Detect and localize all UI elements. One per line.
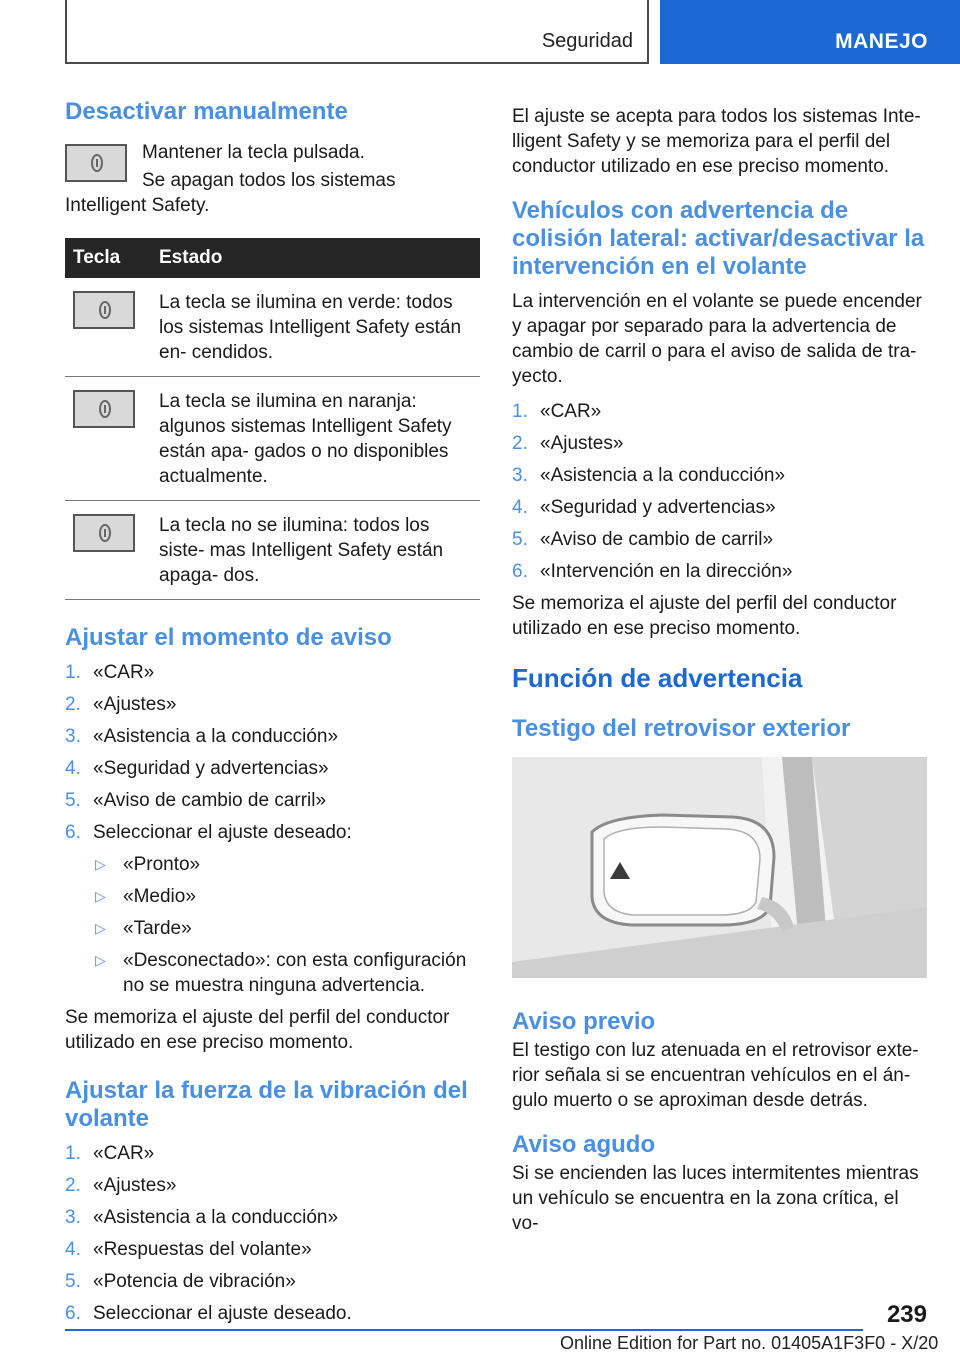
right-column [512,104,927,1236]
list-item: 6. «Intervención en la dirección» [512,561,793,582]
sub-options [93,852,480,998]
list-item: 2. «Ajustes» [512,433,624,454]
intelligent-safety-button-icon [73,390,135,428]
pre-warning-text: El testigo con luz atenuada en el retrovisor exte- rior señala si se encuentran vehículos en el án- gulo muerto o se aproximan desde detrás. [512,1040,919,1111]
status-table [65,238,480,600]
list-item: 3. «Asistencia a la conducción» [65,1207,339,1228]
intervention-desc: La intervención en el volante se puede encender y apagar por separado para la advertencia de cambio de carril o para el aviso de salida de tra- yecto. [512,291,922,387]
chapter-title: MANEJO [835,30,928,53]
acute-warning-text: Si se encienden las luces intermitentes mientras un vehículo se encuentra en la zona crítica, el vo- [512,1163,919,1234]
table-row [65,377,480,501]
list-item: 2. «Ajustes» [65,1175,177,1196]
heading-deactivate: Desactivar manualmente [65,98,348,125]
table-header-state: Estado [151,238,480,278]
header-chapter-tab [660,0,960,64]
sub-item: ▷ «Medio» [95,886,196,907]
deactivate-block [65,140,480,218]
list-item: 1. «CAR» [65,1143,155,1164]
triangle-bullet-icon: ▷ [95,920,106,936]
list-item: 5. «Aviso de cambio de carril» [65,790,327,811]
deactivate-p2: Se apagan todos los sistemas Intelligent Safety. [65,170,396,216]
table-row [65,278,480,377]
list-item: 3. «Asistencia a la conducción» [65,726,339,747]
left-column [65,98,480,1333]
list-item: 4. «Seguridad y advertencias» [65,758,329,779]
intelligent-safety-button-icon [73,291,135,329]
table-header-key: Tecla [65,238,151,278]
intelligent-safety-button-icon [73,514,135,552]
heading-vibration: Ajustar la fuerza de la vibración del volante [65,1077,468,1132]
list-item: 6. Seleccionar el ajuste deseado. [65,1303,352,1324]
sub-item: ▷ «Pronto» [95,854,201,875]
list-item: 4. «Seguridad y advertencias» [512,497,776,518]
side-mirror-image [512,757,927,978]
heading-acute-warning: Aviso agudo [512,1131,656,1158]
mirror-illustration [512,757,927,978]
page-number: 239 [886,1301,927,1328]
memorize-note-1: Se memoriza el ajuste del perfil del conductor utilizado en ese preciso momento. [65,1007,450,1053]
accept-note: El ajuste se acepta para todos los sistemas Inte- lligent Safety y se memoriza para el perfil del conductor utilizado en ese preciso momento. [512,106,921,177]
list-item: 1. «CAR» [512,401,602,422]
list-item: 5. «Potencia de vibración» [65,1271,296,1292]
list-item: 6. Seleccionar el ajuste deseado: ▷ «Pronto» ▷ «Medio» ▷ «Tarde» ▷ «Desconectado»: con esta configuración no se muestra ninguna advertencia. [65,820,480,998]
steps-steering [512,399,927,584]
memorize-note-2: Se memoriza el ajuste del perfil del conductor utilizado en ese preciso momento. [512,593,897,639]
footer-edition: Online Edition for Part no. 01405A1F3F0 - X/20 [560,1333,939,1353]
heading-warning-time: Ajustar el momento de aviso [65,624,392,651]
steps-vibration [65,1141,480,1326]
section-title: Seguridad [541,29,633,52]
table-cell-state: La tecla se ilumina en naranja: algunos sistemas Intelligent Safety están apa- gados o no disponibles actualmente. [151,377,480,501]
table-row [65,501,480,600]
header-section-box [65,0,649,64]
heading-side-collision: Vehículos con advertencia de colisión lateral: activar/desactivar la intervención en el volante [512,197,925,280]
triangle-bullet-icon: ▷ [95,952,106,968]
table-cell-state: La tecla no se ilumina: todos los siste- mas Intelligent Safety están apaga- dos. [151,501,480,600]
heading-mirror-indicator: Testigo del retrovisor exterior [512,715,851,742]
sub-item: ▷ «Desconectado»: con esta configuración no se muestra ninguna advertencia. [95,950,467,996]
footer-rule [65,1329,863,1331]
heading-warning-function: Función de advertencia [512,663,803,693]
table-cell-state: La tecla se ilumina en verde: todos los sistemas Intelligent Safety están en- cendidos. [151,278,480,377]
deactivate-p1: Mantener la tecla pulsada. [142,142,365,163]
steps-warning-time [65,660,480,998]
list-item: 5. «Aviso de cambio de carril» [512,529,774,550]
triangle-bullet-icon: ▷ [95,888,106,904]
list-item: 3. «Asistencia a la conducción» [512,465,786,486]
triangle-bullet-icon: ▷ [95,856,106,872]
intelligent-safety-button-icon [65,144,127,182]
list-item: 1. «CAR» [65,662,155,683]
list-item: 2. «Ajustes» [65,694,177,715]
list-item: 4. «Respuestas del volante» [65,1239,312,1260]
heading-pre-warning: Aviso previo [512,1008,656,1035]
sub-item: ▷ «Tarde» [95,918,192,939]
